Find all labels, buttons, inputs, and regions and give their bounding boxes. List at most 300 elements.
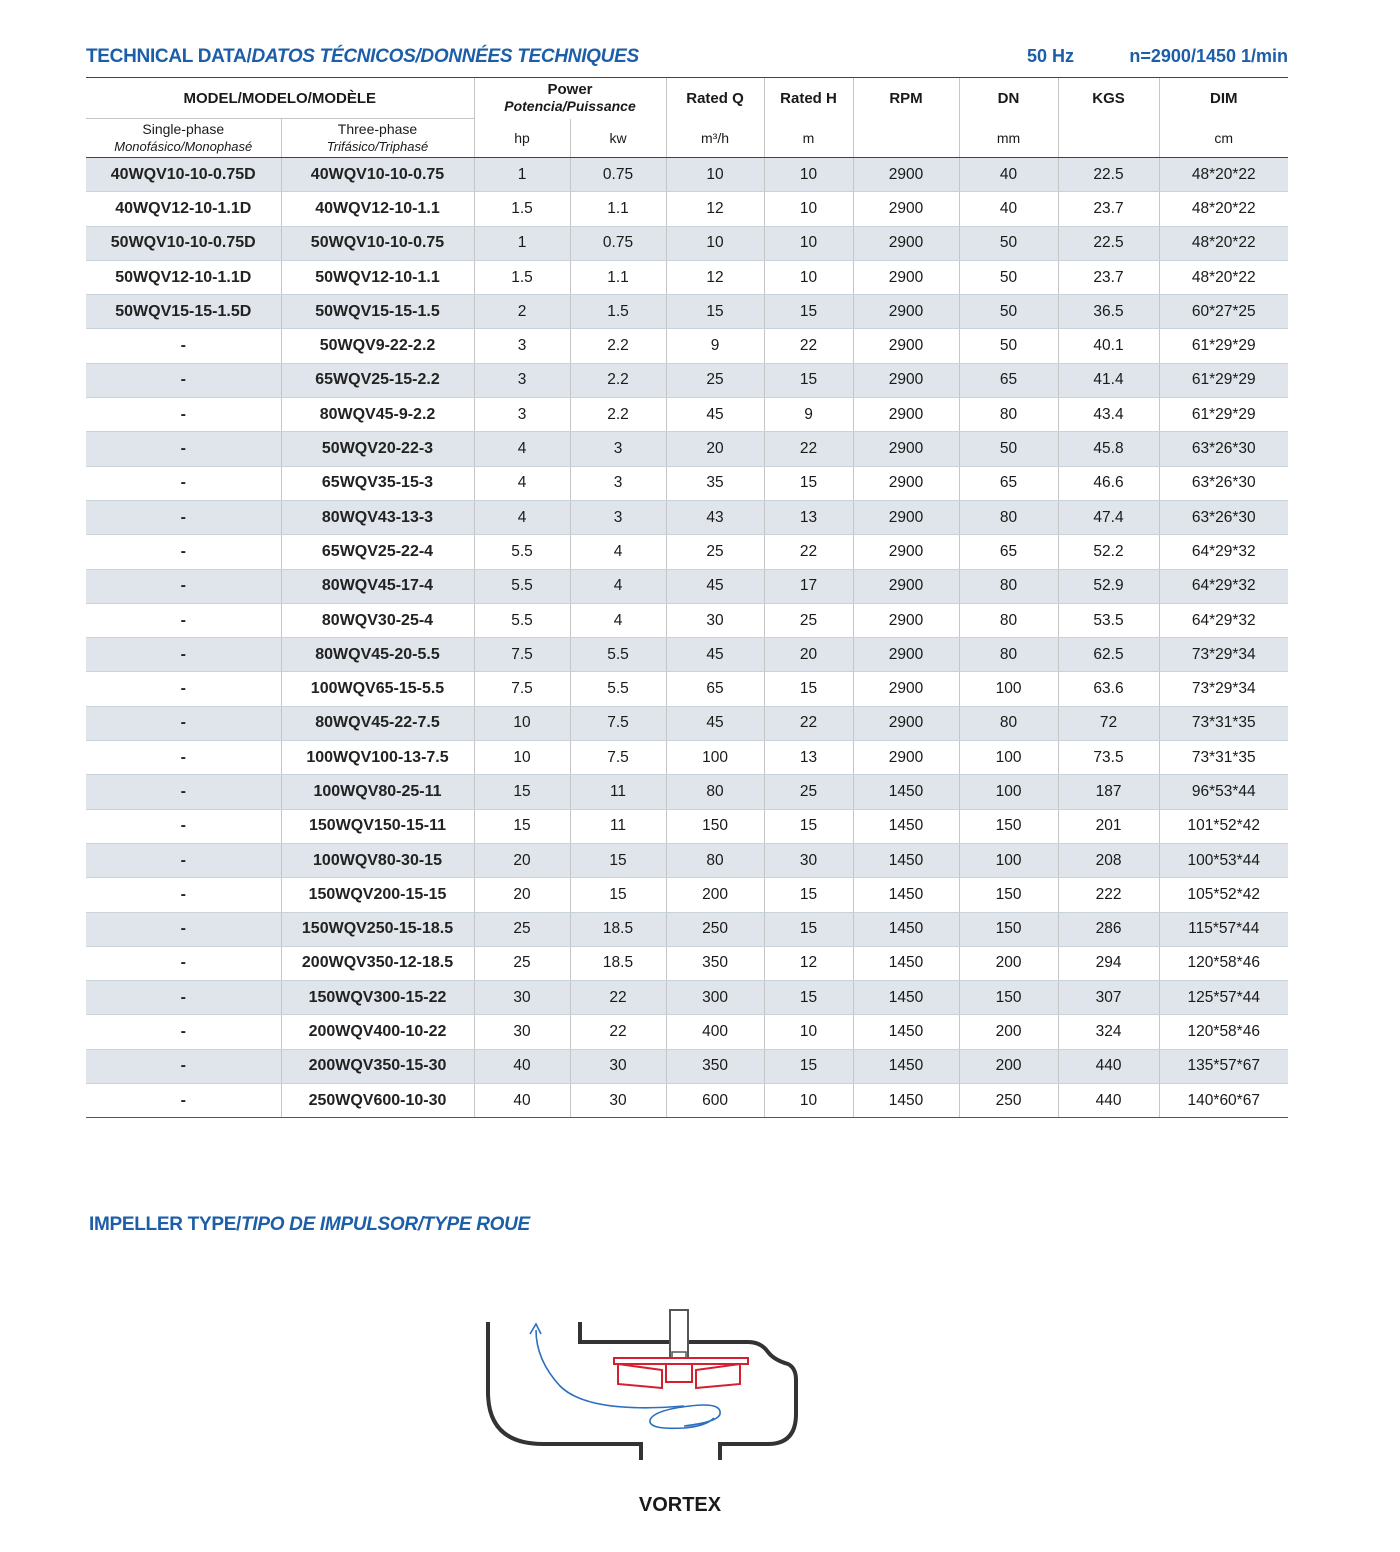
dn-cell: 200 bbox=[959, 1049, 1058, 1083]
rated-q-cell: 65 bbox=[666, 672, 764, 706]
power-kw-cell: 3 bbox=[570, 500, 666, 534]
three-phase-model-cell: 100WQV80-25-11 bbox=[281, 775, 474, 809]
single-phase-model-cell: - bbox=[86, 329, 281, 363]
three-phase-model-cell: 200WQV400-10-22 bbox=[281, 1015, 474, 1049]
three-phase-model-cell: 200WQV350-12-18.5 bbox=[281, 946, 474, 980]
power-hp-cell: 30 bbox=[474, 1015, 570, 1049]
rpm-cell: 2900 bbox=[853, 741, 959, 775]
power-kw-cell: 15 bbox=[570, 843, 666, 877]
impeller-vane-right bbox=[696, 1364, 740, 1388]
dim-cell: 64*29*32 bbox=[1159, 603, 1288, 637]
single-phase-model-cell: - bbox=[86, 603, 281, 637]
dim-cell: 115*57*44 bbox=[1159, 912, 1288, 946]
title-main: TECHNICAL DATA/ bbox=[86, 46, 252, 67]
kgs-cell: 53.5 bbox=[1058, 603, 1159, 637]
rpm-cell: 2900 bbox=[853, 466, 959, 500]
power-hp-cell: 3 bbox=[474, 363, 570, 397]
rated-h-cell: 9 bbox=[764, 398, 853, 432]
kgs-cell: 46.6 bbox=[1058, 466, 1159, 500]
three-phase-model-cell: 80WQV45-20-5.5 bbox=[281, 638, 474, 672]
kgs-cell: 22.5 bbox=[1058, 226, 1159, 260]
rated-h-cell: 22 bbox=[764, 535, 853, 569]
power-hp-cell: 3 bbox=[474, 329, 570, 363]
dim-cell: 73*31*35 bbox=[1159, 706, 1288, 740]
dim-header: DIM bbox=[1159, 78, 1288, 119]
three-phase-header bbox=[281, 119, 474, 158]
power-kw-cell: 30 bbox=[570, 1084, 666, 1118]
power-kw-cell: 0.75 bbox=[570, 158, 666, 192]
kgs-cell: 22.5 bbox=[1058, 158, 1159, 192]
frequency-label: 50 Hz bbox=[1026, 46, 1074, 66]
dn-cell: 200 bbox=[959, 946, 1058, 980]
rpm-cell: 2900 bbox=[853, 500, 959, 534]
power-kw-cell: 22 bbox=[570, 1015, 666, 1049]
kgs-cell: 222 bbox=[1058, 878, 1159, 912]
rated-h-cell: 10 bbox=[764, 226, 853, 260]
rpm-cell: 1450 bbox=[853, 843, 959, 877]
rated-h-cell: 22 bbox=[764, 329, 853, 363]
dn-cell: 200 bbox=[959, 1015, 1058, 1049]
kgs-cell: 294 bbox=[1058, 946, 1159, 980]
rpm-cell: 2900 bbox=[853, 260, 959, 294]
power-kw-cell: 3 bbox=[570, 466, 666, 500]
power-hp-cell: 5.5 bbox=[474, 603, 570, 637]
rated-h-cell: 15 bbox=[764, 878, 853, 912]
rated-h-cell: 10 bbox=[764, 158, 853, 192]
rated-q-cell: 45 bbox=[666, 569, 764, 603]
rated-h-cell: 15 bbox=[764, 912, 853, 946]
power-hp-cell: 4 bbox=[474, 432, 570, 466]
single-phase-model-cell: - bbox=[86, 398, 281, 432]
dn-cell: 80 bbox=[959, 500, 1058, 534]
single-phase-model-cell: 40WQV10-10-0.75D bbox=[86, 158, 281, 192]
kgs-cell: 307 bbox=[1058, 981, 1159, 1015]
single-phase-model-cell: - bbox=[86, 706, 281, 740]
dn-cell: 50 bbox=[959, 226, 1058, 260]
power-kw-cell: 5.5 bbox=[570, 672, 666, 706]
rpm-cell: 2900 bbox=[853, 226, 959, 260]
table-row bbox=[86, 500, 1288, 534]
three-phase-label-alt: Trifásico/Triphasé bbox=[326, 139, 429, 154]
table-row bbox=[86, 398, 1288, 432]
impeller-hub bbox=[666, 1364, 692, 1382]
rated-q-cell: 35 bbox=[666, 466, 764, 500]
kgs-cell: 23.7 bbox=[1058, 260, 1159, 294]
rpm-cell: 1450 bbox=[853, 1015, 959, 1049]
three-phase-model-cell: 80WQV45-17-4 bbox=[281, 569, 474, 603]
speed-label: n=2900/1450 1/min bbox=[1129, 46, 1288, 66]
model-header: MODEL/MODELO/MODÈLE bbox=[86, 78, 474, 119]
kgs-cell: 52.9 bbox=[1058, 569, 1159, 603]
power-kw-cell: 11 bbox=[570, 809, 666, 843]
single-phase-model-cell: 50WQV12-10-1.1D bbox=[86, 260, 281, 294]
dn-cell: 65 bbox=[959, 466, 1058, 500]
rated-q-cell: 9 bbox=[666, 329, 764, 363]
rated-h-cell: 15 bbox=[764, 981, 853, 1015]
rated-q-cell: 45 bbox=[666, 398, 764, 432]
rated-q-cell: 10 bbox=[666, 158, 764, 192]
rpm-cell: 1450 bbox=[853, 981, 959, 1015]
three-phase-model-cell: 150WQV250-15-18.5 bbox=[281, 912, 474, 946]
rated-q-cell: 10 bbox=[666, 226, 764, 260]
rated-h-cell: 22 bbox=[764, 432, 853, 466]
power-hp-cell: 10 bbox=[474, 741, 570, 775]
rpm-cell: 1450 bbox=[853, 912, 959, 946]
rated-h-cell: 15 bbox=[764, 466, 853, 500]
dn-cell: 80 bbox=[959, 569, 1058, 603]
single-phase-model-cell: - bbox=[86, 569, 281, 603]
vortex-flow-swirl bbox=[650, 1405, 720, 1428]
dim-cell: 135*57*67 bbox=[1159, 1049, 1288, 1083]
rated-h-cell: 15 bbox=[764, 1049, 853, 1083]
power-hp-cell: 40 bbox=[474, 1049, 570, 1083]
kgs-cell: 201 bbox=[1058, 809, 1159, 843]
kgs-cell: 40.1 bbox=[1058, 329, 1159, 363]
impeller-type-label: VORTEX bbox=[638, 1494, 722, 1516]
power-hp-cell: 3 bbox=[474, 398, 570, 432]
rated-q-cell: 43 bbox=[666, 500, 764, 534]
rpm-unit bbox=[853, 119, 959, 158]
power-label-alt: Potencia/Puissance bbox=[504, 98, 636, 115]
dim-cell: 48*20*22 bbox=[1159, 192, 1288, 226]
dim-cell: 120*58*46 bbox=[1159, 1015, 1288, 1049]
power-kw-cell: 18.5 bbox=[570, 946, 666, 980]
dn-cell: 40 bbox=[959, 158, 1058, 192]
table-row bbox=[86, 295, 1288, 329]
rated-q-cell: 600 bbox=[666, 1084, 764, 1118]
table-row bbox=[86, 260, 1288, 294]
dim-cell: 125*57*44 bbox=[1159, 981, 1288, 1015]
dim-cell: 48*20*22 bbox=[1159, 158, 1288, 192]
dim-cell: 96*53*44 bbox=[1159, 775, 1288, 809]
three-phase-model-cell: 50WQV12-10-1.1 bbox=[281, 260, 474, 294]
dim-cell: 120*58*46 bbox=[1159, 946, 1288, 980]
power-hp-cell: 4 bbox=[474, 466, 570, 500]
table-row bbox=[86, 809, 1288, 843]
section-title bbox=[86, 46, 639, 68]
dim-cell: 61*29*29 bbox=[1159, 363, 1288, 397]
rpm-cell: 2900 bbox=[853, 672, 959, 706]
dim-cell: 101*52*42 bbox=[1159, 809, 1288, 843]
three-phase-model-cell: 65WQV35-15-3 bbox=[281, 466, 474, 500]
power-kw-cell: 0.75 bbox=[570, 226, 666, 260]
rated-h-cell: 22 bbox=[764, 706, 853, 740]
rated-q-cell: 25 bbox=[666, 363, 764, 397]
power-kw-cell: 1.1 bbox=[570, 192, 666, 226]
rpm-cell: 2900 bbox=[853, 603, 959, 637]
power-hp-cell: 1 bbox=[474, 226, 570, 260]
rated-q-cell: 100 bbox=[666, 741, 764, 775]
rated-q-cell: 80 bbox=[666, 775, 764, 809]
single-phase-label: Single-phase bbox=[142, 121, 225, 137]
rpm-cell: 1450 bbox=[853, 775, 959, 809]
table-row bbox=[86, 741, 1288, 775]
vortex-impeller-diagram bbox=[478, 1302, 810, 1466]
three-phase-model-cell: 250WQV600-10-30 bbox=[281, 1084, 474, 1118]
table-row bbox=[86, 1049, 1288, 1083]
rated-q-cell: 150 bbox=[666, 809, 764, 843]
single-phase-model-cell: - bbox=[86, 500, 281, 534]
rpm-cell: 2900 bbox=[853, 158, 959, 192]
rpm-cell: 2900 bbox=[853, 706, 959, 740]
table-row bbox=[86, 1015, 1288, 1049]
table-row bbox=[86, 946, 1288, 980]
dim-cell: 48*20*22 bbox=[1159, 226, 1288, 260]
power-hp-cell: 7.5 bbox=[474, 672, 570, 706]
dim-cell: 140*60*67 bbox=[1159, 1084, 1288, 1118]
power-hp-cell: 2 bbox=[474, 295, 570, 329]
power-kw-cell: 4 bbox=[570, 603, 666, 637]
table-row bbox=[86, 706, 1288, 740]
rated-h-cell: 10 bbox=[764, 192, 853, 226]
table-row bbox=[86, 878, 1288, 912]
dim-cell: 100*53*44 bbox=[1159, 843, 1288, 877]
single-phase-header bbox=[86, 119, 281, 158]
dim-cell: 60*27*25 bbox=[1159, 295, 1288, 329]
table-body bbox=[86, 158, 1288, 1118]
hp-unit: hp bbox=[474, 119, 570, 158]
dn-cell: 150 bbox=[959, 878, 1058, 912]
three-phase-model-cell: 100WQV65-15-5.5 bbox=[281, 672, 474, 706]
single-phase-model-cell: - bbox=[86, 638, 281, 672]
dn-cell: 150 bbox=[959, 912, 1058, 946]
single-phase-model-cell: 50WQV15-15-1.5D bbox=[86, 295, 281, 329]
dn-cell: 65 bbox=[959, 535, 1058, 569]
dim-unit: cm bbox=[1159, 119, 1288, 158]
rpm-cell: 2900 bbox=[853, 329, 959, 363]
three-phase-model-cell: 100WQV80-30-15 bbox=[281, 843, 474, 877]
single-phase-label-alt: Monofásico/Monophasé bbox=[114, 139, 253, 154]
dn-cell: 250 bbox=[959, 1084, 1058, 1118]
three-phase-model-cell: 80WQV43-13-3 bbox=[281, 500, 474, 534]
power-hp-cell: 40 bbox=[474, 1084, 570, 1118]
table-row bbox=[86, 1084, 1288, 1118]
dn-cell: 150 bbox=[959, 981, 1058, 1015]
power-hp-cell: 1 bbox=[474, 158, 570, 192]
rated-q-cell: 12 bbox=[666, 192, 764, 226]
power-hp-cell: 1.5 bbox=[474, 192, 570, 226]
kgs-cell: 72 bbox=[1058, 706, 1159, 740]
three-phase-model-cell: 50WQV10-10-0.75 bbox=[281, 226, 474, 260]
single-phase-model-cell: - bbox=[86, 843, 281, 877]
technical-data-table bbox=[86, 77, 1288, 1118]
kgs-cell: 286 bbox=[1058, 912, 1159, 946]
kgs-cell: 208 bbox=[1058, 843, 1159, 877]
single-phase-model-cell: - bbox=[86, 809, 281, 843]
power-hp-cell: 10 bbox=[474, 706, 570, 740]
kgs-cell: 45.8 bbox=[1058, 432, 1159, 466]
rated-q-cell: 200 bbox=[666, 878, 764, 912]
power-kw-cell: 4 bbox=[570, 535, 666, 569]
kgs-cell: 440 bbox=[1058, 1049, 1159, 1083]
table-row bbox=[86, 569, 1288, 603]
rated-q-cell: 45 bbox=[666, 638, 764, 672]
table-row bbox=[86, 329, 1288, 363]
single-phase-model-cell: - bbox=[86, 535, 281, 569]
dim-cell: 64*29*32 bbox=[1159, 535, 1288, 569]
dim-cell: 105*52*42 bbox=[1159, 878, 1288, 912]
power-hp-cell: 5.5 bbox=[474, 569, 570, 603]
dn-cell: 100 bbox=[959, 741, 1058, 775]
rated-q-cell: 350 bbox=[666, 946, 764, 980]
technical-data-header bbox=[86, 46, 1288, 72]
rated-q-cell: 45 bbox=[666, 706, 764, 740]
three-phase-model-cell: 150WQV300-15-22 bbox=[281, 981, 474, 1015]
dim-cell: 63*26*30 bbox=[1159, 466, 1288, 500]
rpm-cell: 2900 bbox=[853, 432, 959, 466]
rated-h-cell: 10 bbox=[764, 1015, 853, 1049]
power-header bbox=[474, 78, 666, 119]
three-phase-model-cell: 80WQV30-25-4 bbox=[281, 603, 474, 637]
power-kw-cell: 7.5 bbox=[570, 706, 666, 740]
power-hp-cell: 20 bbox=[474, 843, 570, 877]
three-phase-model-cell: 40WQV12-10-1.1 bbox=[281, 192, 474, 226]
table-row bbox=[86, 638, 1288, 672]
rpm-cell: 1450 bbox=[853, 1049, 959, 1083]
dim-cell: 61*29*29 bbox=[1159, 398, 1288, 432]
rpm-cell: 1450 bbox=[853, 1084, 959, 1118]
rated-h-cell: 25 bbox=[764, 775, 853, 809]
rpm-cell: 1450 bbox=[853, 946, 959, 980]
table-row bbox=[86, 363, 1288, 397]
rpm-cell: 2900 bbox=[853, 638, 959, 672]
kgs-unit bbox=[1058, 119, 1159, 158]
single-phase-model-cell: - bbox=[86, 672, 281, 706]
dn-cell: 100 bbox=[959, 672, 1058, 706]
table-row bbox=[86, 672, 1288, 706]
power-hp-cell: 4 bbox=[474, 500, 570, 534]
power-hp-cell: 15 bbox=[474, 775, 570, 809]
single-phase-model-cell: - bbox=[86, 1015, 281, 1049]
rated-q-header: Rated Q bbox=[666, 78, 764, 119]
rated-h-cell: 12 bbox=[764, 946, 853, 980]
power-kw-cell: 1.1 bbox=[570, 260, 666, 294]
three-phase-model-cell: 50WQV15-15-1.5 bbox=[281, 295, 474, 329]
rated-q-cell: 12 bbox=[666, 260, 764, 294]
table-row bbox=[86, 466, 1288, 500]
single-phase-model-cell: - bbox=[86, 466, 281, 500]
dn-cell: 80 bbox=[959, 398, 1058, 432]
rated-h-cell: 15 bbox=[764, 363, 853, 397]
power-kw-cell: 4 bbox=[570, 569, 666, 603]
rated-q-cell: 25 bbox=[666, 535, 764, 569]
dim-cell: 73*29*34 bbox=[1159, 638, 1288, 672]
rpm-cell: 2900 bbox=[853, 192, 959, 226]
rated-h-cell: 15 bbox=[764, 809, 853, 843]
dn-cell: 40 bbox=[959, 192, 1058, 226]
rated-h-cell: 15 bbox=[764, 295, 853, 329]
power-kw-cell: 3 bbox=[570, 432, 666, 466]
table-row bbox=[86, 981, 1288, 1015]
kgs-cell: 187 bbox=[1058, 775, 1159, 809]
head-unit: m bbox=[764, 119, 853, 158]
rated-h-header: Rated H bbox=[764, 78, 853, 119]
kgs-cell: 62.5 bbox=[1058, 638, 1159, 672]
power-kw-cell: 11 bbox=[570, 775, 666, 809]
impeller-type-title bbox=[89, 1214, 530, 1236]
table-row bbox=[86, 226, 1288, 260]
rated-h-cell: 20 bbox=[764, 638, 853, 672]
kgs-cell: 63.6 bbox=[1058, 672, 1159, 706]
kgs-cell: 440 bbox=[1058, 1084, 1159, 1118]
three-phase-model-cell: 80WQV45-22-7.5 bbox=[281, 706, 474, 740]
rpm-cell: 1450 bbox=[853, 878, 959, 912]
rated-q-cell: 30 bbox=[666, 603, 764, 637]
table-row bbox=[86, 775, 1288, 809]
power-hp-cell: 25 bbox=[474, 912, 570, 946]
single-phase-model-cell: - bbox=[86, 981, 281, 1015]
rpm-cell: 2900 bbox=[853, 535, 959, 569]
dn-cell: 150 bbox=[959, 809, 1058, 843]
single-phase-model-cell: - bbox=[86, 775, 281, 809]
rpm-cell: 1450 bbox=[853, 809, 959, 843]
kgs-header: KGS bbox=[1058, 78, 1159, 119]
impeller-title-main: IMPELLER TYPE/ bbox=[89, 1214, 242, 1235]
power-kw-cell: 30 bbox=[570, 1049, 666, 1083]
power-hp-cell: 1.5 bbox=[474, 260, 570, 294]
kgs-cell: 52.2 bbox=[1058, 535, 1159, 569]
dn-cell: 50 bbox=[959, 329, 1058, 363]
kgs-cell: 36.5 bbox=[1058, 295, 1159, 329]
power-kw-cell: 2.2 bbox=[570, 398, 666, 432]
dn-cell: 80 bbox=[959, 638, 1058, 672]
power-hp-cell: 5.5 bbox=[474, 535, 570, 569]
table-row bbox=[86, 843, 1288, 877]
dn-cell: 65 bbox=[959, 363, 1058, 397]
table-row bbox=[86, 603, 1288, 637]
dn-cell: 100 bbox=[959, 843, 1058, 877]
dim-cell: 61*29*29 bbox=[1159, 329, 1288, 363]
rpm-cell: 2900 bbox=[853, 295, 959, 329]
power-kw-cell: 1.5 bbox=[570, 295, 666, 329]
rated-q-cell: 350 bbox=[666, 1049, 764, 1083]
table-row bbox=[86, 158, 1288, 192]
rated-h-cell: 30 bbox=[764, 843, 853, 877]
three-phase-model-cell: 65WQV25-22-4 bbox=[281, 535, 474, 569]
power-hp-cell: 15 bbox=[474, 809, 570, 843]
power-kw-cell: 18.5 bbox=[570, 912, 666, 946]
rated-q-cell: 250 bbox=[666, 912, 764, 946]
three-phase-model-cell: 150WQV200-15-15 bbox=[281, 878, 474, 912]
dn-cell: 50 bbox=[959, 432, 1058, 466]
power-hp-cell: 20 bbox=[474, 878, 570, 912]
three-phase-model-cell: 50WQV20-22-3 bbox=[281, 432, 474, 466]
rated-q-cell: 20 bbox=[666, 432, 764, 466]
power-hp-cell: 30 bbox=[474, 981, 570, 1015]
rpm-header: RPM bbox=[853, 78, 959, 119]
table-row bbox=[86, 432, 1288, 466]
power-label: Power bbox=[547, 81, 593, 99]
rpm-cell: 2900 bbox=[853, 569, 959, 603]
rated-h-cell: 10 bbox=[764, 260, 853, 294]
power-kw-cell: 15 bbox=[570, 878, 666, 912]
rated-q-cell: 300 bbox=[666, 981, 764, 1015]
rated-h-cell: 13 bbox=[764, 741, 853, 775]
kw-unit: kw bbox=[570, 119, 666, 158]
rated-h-cell: 10 bbox=[764, 1084, 853, 1118]
rated-h-cell: 25 bbox=[764, 603, 853, 637]
impeller-vane-left bbox=[618, 1364, 662, 1388]
single-phase-model-cell: - bbox=[86, 946, 281, 980]
table-row bbox=[86, 912, 1288, 946]
dn-header: DN bbox=[959, 78, 1058, 119]
dim-cell: 63*26*30 bbox=[1159, 500, 1288, 534]
dn-cell: 80 bbox=[959, 603, 1058, 637]
power-kw-cell: 7.5 bbox=[570, 741, 666, 775]
power-kw-cell: 2.2 bbox=[570, 329, 666, 363]
single-phase-model-cell: - bbox=[86, 1049, 281, 1083]
power-kw-cell: 2.2 bbox=[570, 363, 666, 397]
